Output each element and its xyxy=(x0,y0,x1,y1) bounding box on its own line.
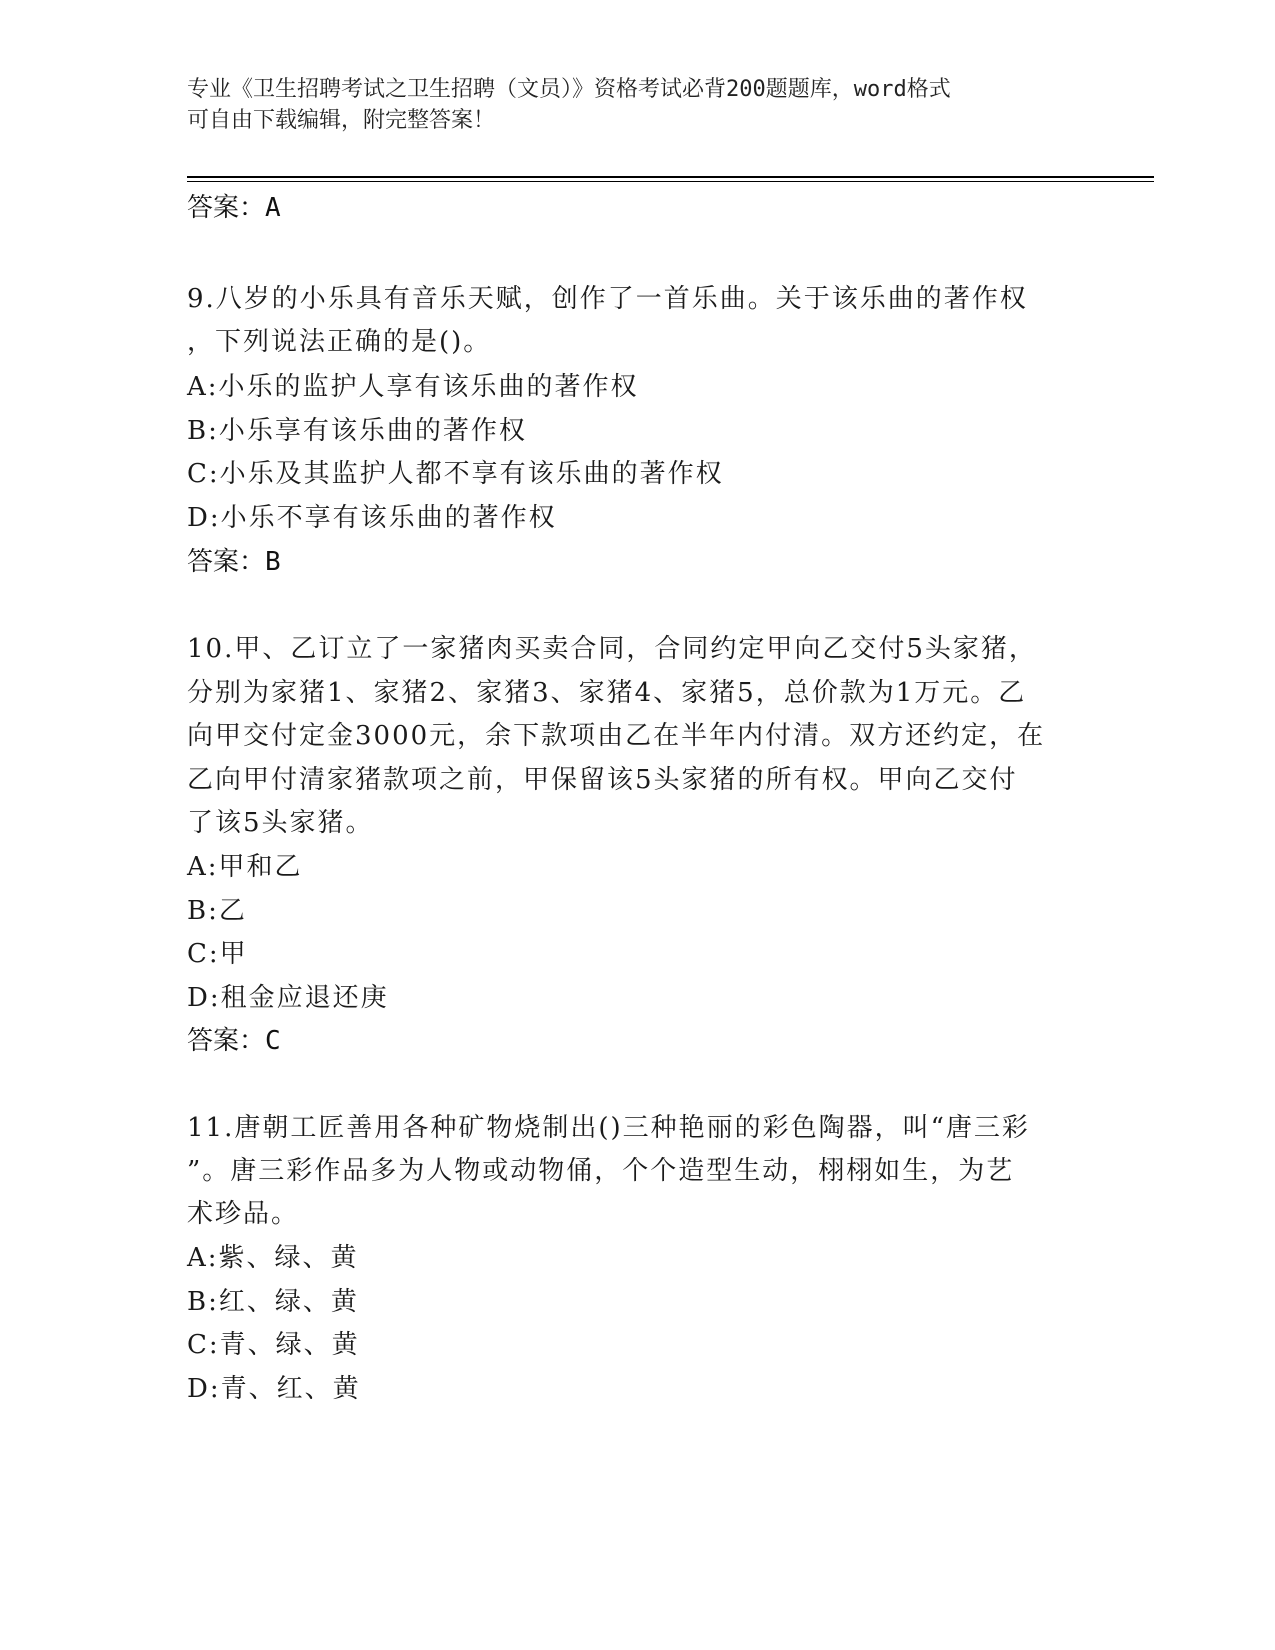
q11-option-b: B:红、绿、黄 xyxy=(187,1287,359,1317)
q11-stem-line-1: 11.唐朝工匠善用各种矿物烧制出()三种艳丽的彩色陶器，叫“唐三彩 xyxy=(187,1113,1030,1143)
q10-stem-line-1: 10.甲、乙订立了一家猪肉买卖合同，合同约定甲向乙交付5头家猪， xyxy=(187,634,1037,664)
q10-option-d: D:租金应退还庚 xyxy=(187,983,389,1013)
q10-option-b: B:乙 xyxy=(187,896,247,926)
answer-previous: 答案：A xyxy=(187,193,281,223)
q9-stem-line-1: 9.八岁的小乐具有音乐天赋，创作了一首乐曲。关于该乐曲的著作权 xyxy=(187,284,1028,314)
q9-answer: 答案：B xyxy=(187,547,281,577)
q11-stem-line-3: 术珍品。 xyxy=(187,1199,300,1229)
q10-answer: 答案：C xyxy=(187,1026,281,1056)
q11-option-d: D:青、红、黄 xyxy=(187,1374,361,1404)
q9-option-c: C:小乐及其监护人都不享有该乐曲的著作权 xyxy=(187,459,724,489)
q11-option-c: C:青、绿、黄 xyxy=(187,1330,360,1360)
q9-option-d: D:小乐不享有该乐曲的著作权 xyxy=(187,503,557,533)
q10-stem-line-3: 向甲交付定金3000元，余下款项由乙在半年内付清。双方还约定，在 xyxy=(187,721,1046,751)
q10-option-a: A:甲和乙 xyxy=(187,852,303,882)
header-title-line-2: 可自由下载编辑，附完整答案！ xyxy=(187,108,496,133)
q9-stem-line-2: ，下列说法正确的是()。 xyxy=(187,327,492,357)
header-divider-thick xyxy=(187,176,1154,178)
header-title-line-1: 专业《卫生招聘考试之卫生招聘（文员）》资格考试必背200题题库，word格式 xyxy=(187,77,951,102)
q10-stem-line-4: 乙向甲付清家猪款项之前，甲保留该5头家猪的所有权。甲向乙交付 xyxy=(187,765,1018,795)
q11-stem-line-2: ”。唐三彩作品多为人物或动物俑，个个造型生动，栩栩如生，为艺 xyxy=(187,1156,1015,1186)
q10-stem-line-5: 了该5头家猪。 xyxy=(187,808,374,838)
document-header xyxy=(187,74,1067,136)
q11-option-a: A:紫、绿、黄 xyxy=(187,1243,359,1273)
header-divider-thin xyxy=(187,181,1154,182)
q10-option-c: C:甲 xyxy=(187,939,248,969)
q10-stem-line-2: 分别为家猪1、家猪2、家猪3、家猪4、家猪5，总价款为1万元。乙 xyxy=(187,678,1027,708)
q9-option-b: B:小乐享有该乐曲的著作权 xyxy=(187,416,527,446)
q9-option-a: A:小乐的监护人享有该乐曲的著作权 xyxy=(187,372,639,402)
